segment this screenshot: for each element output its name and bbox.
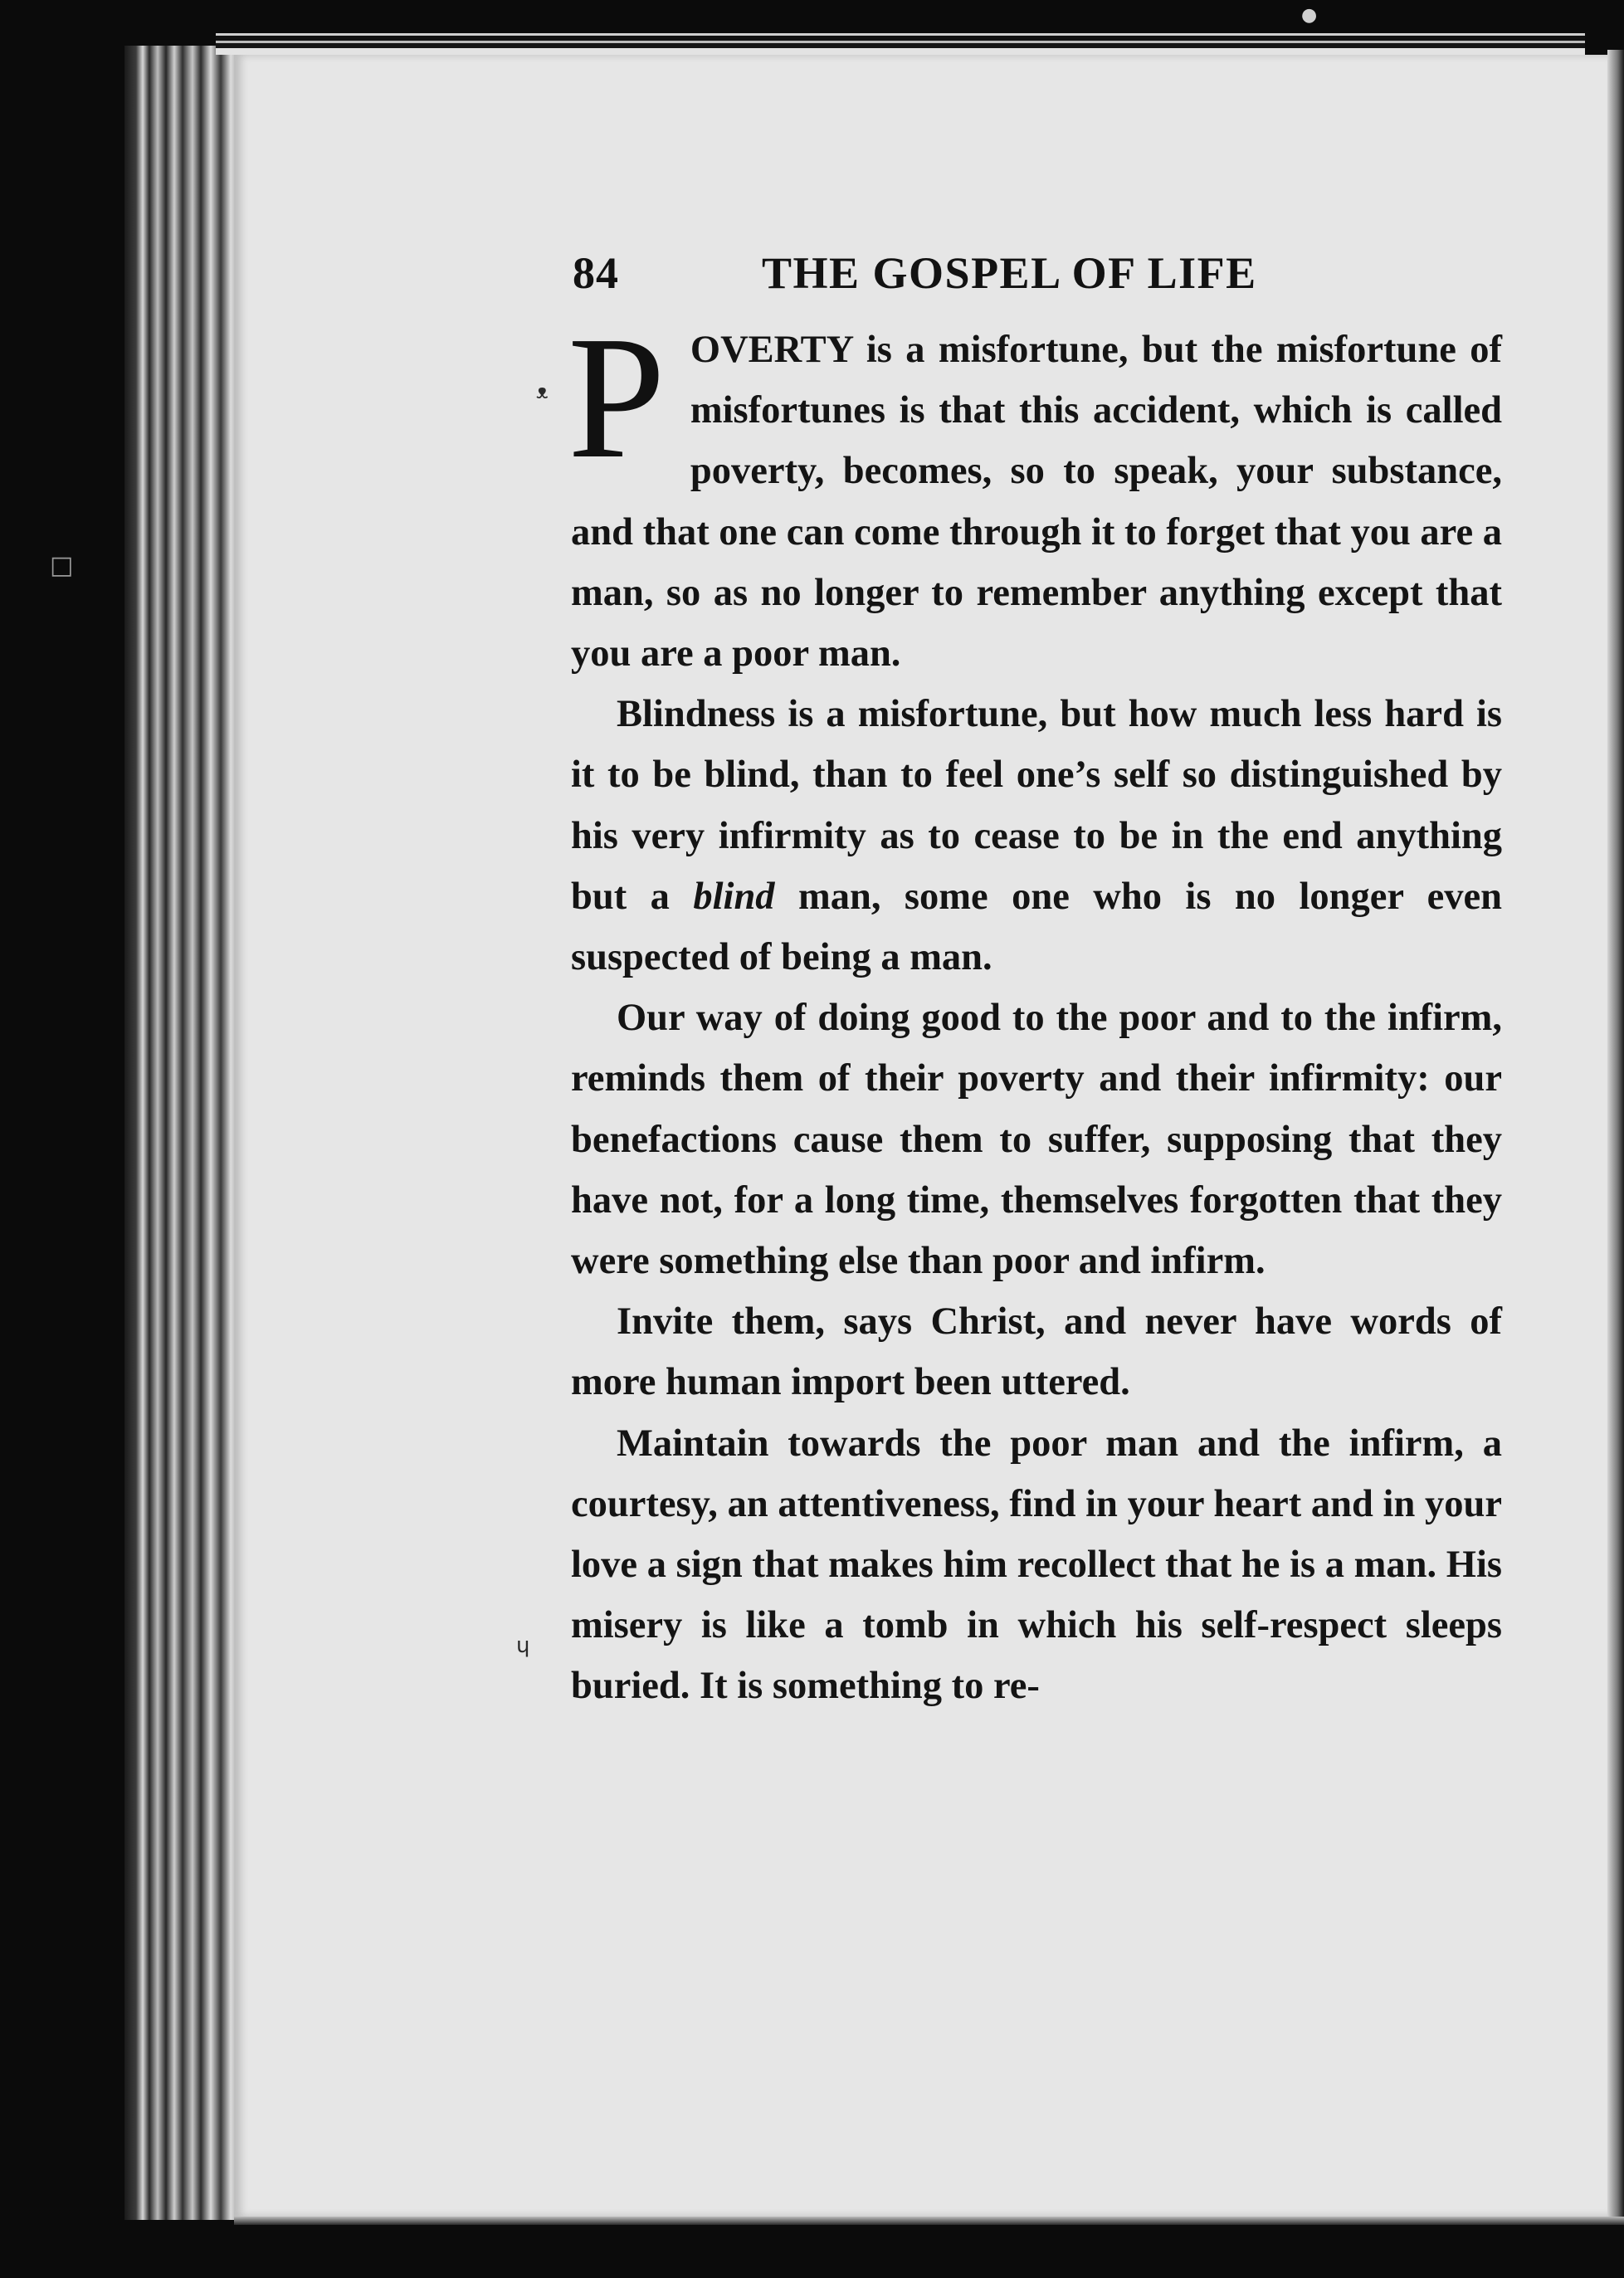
running-title: THE GOSPEL OF LIFE (762, 248, 1257, 298)
drop-cap: P (568, 300, 666, 495)
page-number: 84 (573, 248, 619, 298)
running-head (573, 247, 1502, 307)
paragraph-3-text: Our way of doing good to the poor and to the infirm, reminds them of their poverty and their infirmity: our benefactions cause them to suffer, supposing that they have not, for a long time, themselves forgotten that they were something else than poor and infirm. (571, 997, 1502, 1283)
text-block (568, 300, 1502, 1717)
paragraph-2 (571, 684, 1502, 988)
scan-speck: □ (50, 551, 74, 580)
page-bottom-edge (234, 2217, 1624, 2225)
paragraph-5-text: Maintain towards the poor man and the infirm, a courtesy, an attentiveness, find in your heart and in your love a sign that makes him recollect that he is a man. His misery is like a tomb in which his self-respect sleeps buried. It is something to re- (571, 1422, 1502, 1708)
paragraph-1 (568, 300, 1502, 684)
paragraph-2-text-a: Blindness is a misfortune, but how much less hard is it to be blind, than to feel one’s self so distinguished by his very infirmity as to cease to be in the end anything but a (571, 693, 1502, 918)
paragraph-4 (571, 1291, 1502, 1412)
paragraph-2-emphasis: blind (693, 875, 775, 918)
page-top-edge (216, 33, 1585, 55)
paragraph-1-text: OVERTY is a misfortune, but the misfortune of misfortunes is that this accident, which is called poverty, becomes, so to speak, your substance, and that one can come through it to forget that you are a man, so as no longer to remember anything except that you are a poor man. (571, 329, 1502, 676)
paragraph-3 (571, 988, 1502, 1291)
margin-speck-mark: ᴥ (536, 380, 549, 403)
paragraph-5 (571, 1413, 1502, 1717)
page-right-edge (1607, 50, 1624, 2220)
margin-speck-mark: ɥ (516, 1633, 530, 1658)
scan-speck: ● (1301, 5, 1318, 26)
paragraph-4-text: Invite them, says Christ, and never have words of more human import been uttered. (571, 1300, 1502, 1404)
page-stack-edge (124, 46, 241, 2220)
paragraph-2-text-b: man, some one who is no longer even suspected of being a man. (571, 875, 1502, 979)
